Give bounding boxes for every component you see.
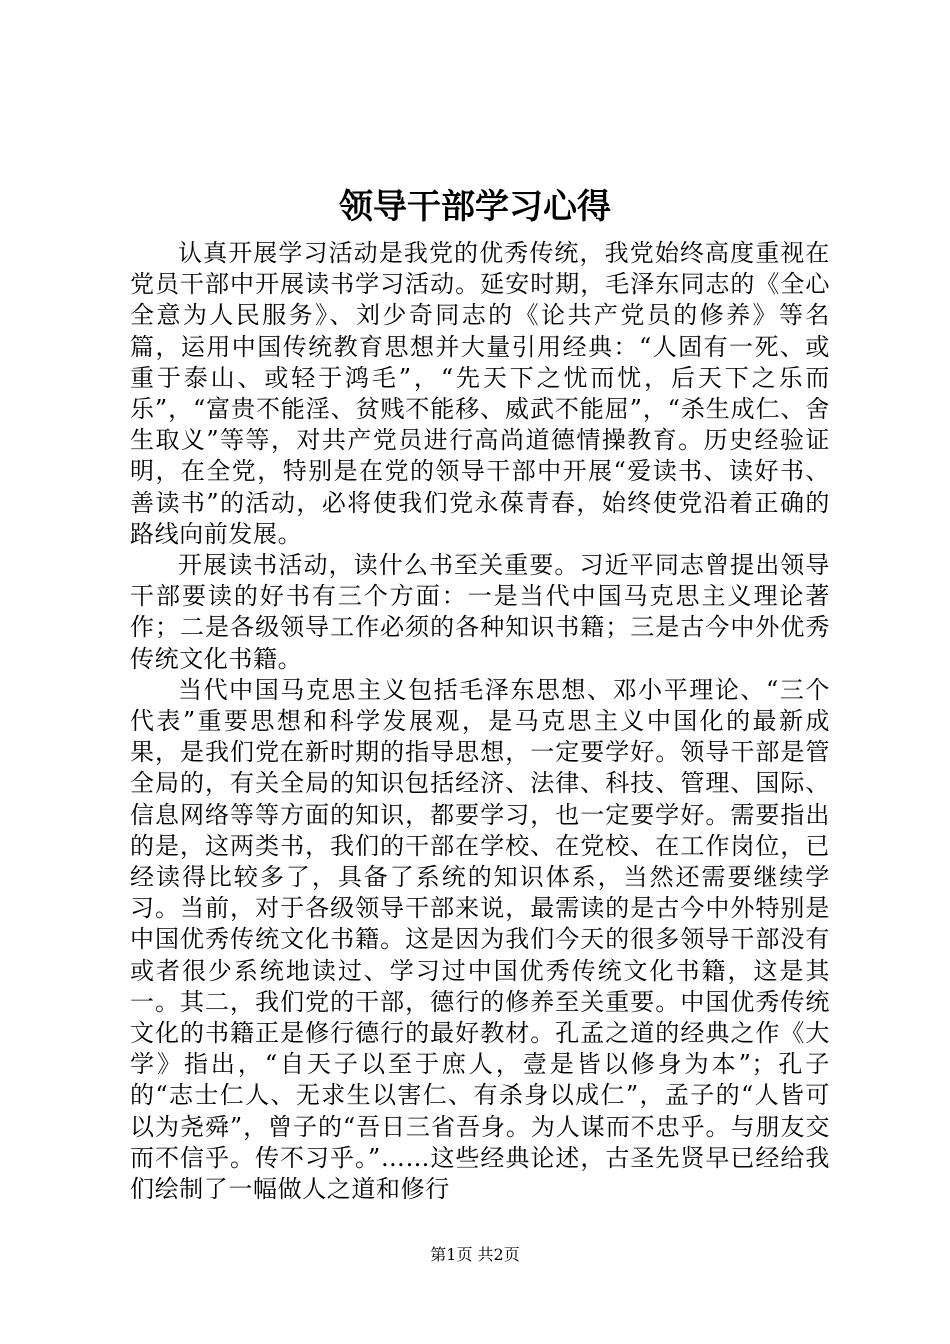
paragraph-2: 开展读书活动，读什么书至关重要。习近平同志曾提出领导干部要读的好书有三个方面：一是当代中国马克思主义理论著作；二是各级领导工作必须的各种知识书籍；三是古今中外优秀传统文化书籍。: [130, 551, 830, 673]
document-title: 领导干部学习心得: [339, 187, 611, 227]
page-footer: 第1页 共2页: [430, 1245, 520, 1264]
paragraph-1: 认真开展学习活动是我党的优秀传统，我党始终高度重视在党员干部中开展读书学习活动。延安时期，毛泽东同志的《全心全意为人民服务》、刘少奇同志的《论共产党员的修养》等名篇，运用中国传统教育思想并大量引用经典：“人固有一死、或重于泰山、或轻于鸿毛”，“先天下之忧而忧，后天下之乐而乐”，“富贵不能淫、贫贱不能移、威武不能屈”，“杀生成仁、舍生取义”等等，对共产党员进行高尚道德情操教育。历史经验证明，在全党，特别是在党的领导干部中开展“爱读书、读好书、善读书”的活动，必将使我们党永葆青春，始终使党沿着正确的路线向前发展。: [130, 239, 830, 548]
document-body: [130, 238, 830, 1205]
paragraph-3: 当代中国马克思主义包括毛泽东思想、邓小平理论、“三个代表”重要思想和科学发展观，是马克思主义中国化的最新成果，是我们党在新时期的指导思想，一定要学好。领导干部是管全局的，有关全局的知识包括经济、法律、科技、管理、国际、信息网络等等方面的知识，都要学习，也一定要学好。需要指出的是，这两类书，我们的干部在学校、在党校、在工作岗位，已经读得比较多了，具备了系统的知识体系，当然还需要继续学习。当前，对于各级领导干部来说，最需读的是古今中外特别是中国优秀传统文化书籍。这是因为我们今天的很多领导干部没有或者很少系统地读过、学习过中国优秀传统文化书籍，这是其一。其二，我们党的干部，德行的修养至关重要。中国优秀传统文化的书籍正是修行德行的最好教材。孔孟之道的经典之作《大学》指出，“自天子以至于庶人，壹是皆以修身为本”；孔子的“志士仁人、无求生以害仁、有杀身以成仁”，孟子的“人皆可以为尧舜”，曾子的“吾日三省吾身。为人谋而不忠乎。与朋友交而不信乎。传不习乎。”……这些经典论述，古圣先贤早已经给我们绘制了一幅做人之道和修行: [130, 675, 830, 1204]
